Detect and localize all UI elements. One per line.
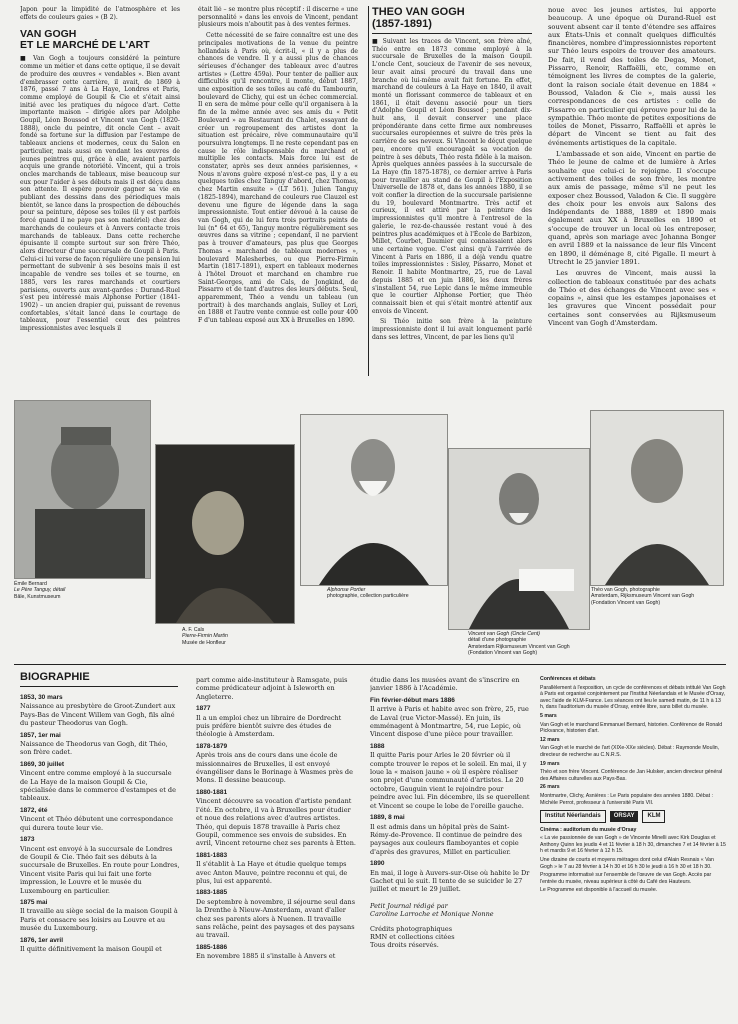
bio-date: 1881-1883 <box>196 851 228 859</box>
body-paragraph: noue avec les jeunes artistes, lui apporte beaucoup. À une époque où Durand-Ruel est souvent absent car il tente d'étendre ses affaires aux États-Unis et connaît quelques difficultés financières, nombre d'impressionnistes reportent sur Théo leurs espoirs de trouver des amateurs. De fait, il vend des toiles de Degas, Monet, Pissarro, Renoir, Raffaëlli, etc, comme en témoignent les livres de comptes de la galerie, dont la raison sociale était devenue en 1884 « Boussod, Valadon & Cie », mais aussi les correspondances de ces artistes : celle de Pissarro en particulier qui éprouve pour lui de la sympathie. Théo monte de petites expositions de toiles de Monet, Pissarro, Raffaëlli et après le départ de Vincent se tient au fait des événements artistiques de la capitale. <box>548 6 716 147</box>
bio-date: 1885-1886 <box>196 943 228 951</box>
cinema-text: « La vie passionnée de van Gogh » de Vincente Minelli avec Kirk Douglas et Anthony Quinn les jeudis 4 et 11 février à 18 h 30, dimanches 7 et 14 février à 15 h et mardis 9 et 16 février à 12 h 15. <box>540 835 726 855</box>
bio-entry: Vincent découvre sa vocation d'artiste pendant l'été. En octobre, il va à Bruxelles pour étudier et noue des relations avec d'autres artistes. Théo, qui depuis 1878 travaille à Paris chez Goupil, commence ses envois de subsides. En avril, Vincent retourne chez ses parents à Etten. <box>196 797 356 848</box>
bio-entry: Vincent est envoyé à la succursale de Londres de Goupil & Cie. Théo fait ses débuts à la succursale de Bruxelles. En route pour Londres, Vincent visite Paris qui lui fait une forte impression, le Louvre et le musée du Luxembourg en particulier. <box>20 844 180 895</box>
bio-date: 1877 <box>196 705 211 713</box>
bio-entry: Il quitte définitivement la maison Goupil et <box>20 944 162 953</box>
bio-heading-rule <box>20 686 178 687</box>
caption-portier: Alphonse Portier photographie, collection particulière <box>327 587 409 600</box>
bio-entry: En novembre 1885 il s'installe à Anvers et <box>196 952 336 961</box>
bio-date: 1890 <box>370 860 385 868</box>
bio-entry: Naissance de Theodorus van Gogh, dit Théo, son frère cadet. <box>20 740 168 757</box>
conference-date: 26 mars <box>540 784 560 791</box>
caption-martin: A. F. Cals Pierre-Firmin Martin Musée de Honfleur <box>182 627 228 646</box>
bio-date: Fin février-début mars 1886 <box>370 696 455 704</box>
bio-entry: De septembre à novembre, il séjourne seul dans la Drenthe à Nieuw-Amsterdam, avant d'aller chez ses parents alors à Nuenen. Il travaille sans relâche, peint des paysages et des paysans au travail. <box>196 897 356 940</box>
conferences-intro: Parallèlement à l'exposition, un cycle de conférences et débats intitulé Van Gogh à Paris est organisé conjointement par l'Institut Néerlandais et le Musée d'Orsay, avec l'aide de KLM-France. Les séances ont lieu le samedi matin, de 11 h à 13 h, dans l'auditorium du musée d'Orsay, entrée libre, sans billet du musée. <box>540 684 726 711</box>
body-paragraph: L'ambassade et son aide, Vincent en partie de Théo le jeune de calme et de lumière à Arles souhaite que celui-ci le rejoigne. Il s'occupe activement des toiles de son frère, les montre aux amis de passage, même s'il ne peut les exposer chez Boussod, Valadon & Cie. Il suggère des choix pour les envois aux Salons des Indépendants de 1888, 1889 et 1890 mais également aux XX à Bruxelles en 1890 et s'occupe de trouver un local où les entreposer, quand, après son mariage avec Johanna Bonger en avril 1889 et la naissance de leur fils Vincent en 1890, il déménage 8, cité Pigalle. Il meurt à Utrecht le 25 janvier 1891. <box>548 150 716 266</box>
bio-column-3 <box>370 676 530 1024</box>
column-divider <box>368 6 369 376</box>
cinema-text-2: Une dizaine de courts et moyens métrages dont celui d'Alain Resnais « Van Gogh » le 7 au 28 février à 14 h 30 et 16 h 30 le jeudi à 16 h 30 et 18 h 30. <box>540 857 714 870</box>
body-paragraph: ■ Van Gogh a toujours considéré la peinture comme un métier et dans cette optique, il se devait de produire des œuvres « vendables ». Bien avant d'embrasser cette carrière, il avait, de 1869 à 1876, passé 7 ans à La Haye, Londres et Paris, comme employé de Goupil & Cie et s'était ainsi initié avec les pratiques du négoce d'art. Cette importante maison – dirigée alors par Adolphe Goupil, Léon Boussod et Vincent van Gogh (1820-1888), oncle du peintre, dit oncle Cent – avait fondé sa fortune sur la diffusion par l'estampe de tableaux anciens et modernes, ceux du Salon en particulier, mais aussi en vendant les œuvres de jeunes peintres qui, grâce à elle, avaient parfois acquis une grande notoriété. Vincent, qui a trois oncles marchands de tableaux, mise beaucoup sur eux pour l'aider à ses débuts mais il est déçu dans son attente. Il espère pouvoir gagner sa vie en publiant des dessins dans des périodiques mais bientôt, se lance dans la prospection de débouchés pour sa peinture, dépose ses toiles (il y est parfois forcé quand il ne paye pas son matériel) chez des marchands de couleurs et à Anvers contacte trois marchands de tableaux. Dans cette recherche épuisante il compte surtout sur son frère Théo, alors directeur d'une succursale de Goupil à Paris. Celui-ci lui verse de façon régulière une pension lui permettant de subvenir à ses besoins mais il est incapable de vendre ses toiles et se tourne, en 1885, vers les rares marchands et courtiers parisiens, ouverts aux avant-gardes : Durand-Ruel s'est peu intéressé mais Alphonse Portier (1841-1902) – un ancien drapier qui, puissant de revenus confortables, s'était lancé dans le courtage de tableaux, pour l'essentiel ceux des peintres impressionnistes avec lesquels il <box>20 55 180 333</box>
bio-date: 1873 <box>20 836 35 844</box>
heading-rule <box>372 33 532 34</box>
bio-divider <box>14 664 726 665</box>
conferences-heading: Conférences et débats <box>540 676 596 682</box>
bio-entry: Il s'établit à La Haye et étudie quelque temps avec Anton Mauve, peintre reconnu et qui, de plus, lui est apparenté. <box>196 860 348 885</box>
conferences-column <box>540 676 726 1022</box>
caption-theo: Théo van Gogh, photographie Amsterdam, Rijksmuseum Vincent van Gogh (Fondation Vincent van Gogh) <box>591 587 695 606</box>
text-column-1 <box>20 6 180 386</box>
bio-date: 1853, 30 mars <box>20 694 63 701</box>
section-heading-market: VAN GOGH ET LE MARCHÉ DE L'ART <box>20 28 150 52</box>
conference-date: 12 mars <box>540 736 560 743</box>
conference-date: 5 mars <box>540 712 557 719</box>
bio-date: 1888 <box>370 742 385 750</box>
bio-date: 1889, 8 mai <box>370 814 405 822</box>
body-paragraph: Les œuvres de Vincent, mais aussi la collection de tableaux constituée par des achats de Théo et des échanges de Vincent avec ses « copains », ainsi que les estampes japonaises et les gravures que Vincent possédait pour certaines sont conservées au Rijksmuseum Vincent van Gogh d'Amsterdam. <box>548 269 716 327</box>
bio-entry: Vincent entre comme employé à la succursale de La Haye de la maison Goupil & Cie, spécialisée dans le commerce d'estampes et de tableaux. <box>20 769 176 803</box>
bio-entry: Vincent et Théo débutent une correspondance qui durera toute leur vie. <box>20 815 173 832</box>
bio-entry: Après trois ans de cours dans une école de missionnaires de Bruxelles, il est envoyé évangéliser dans le Borinage à Wasmes près de Mons. Il dessine beaucoup. <box>196 751 353 785</box>
photo-theo <box>590 410 724 586</box>
bio-entry: étudie dans les musées avant de s'inscrire en janvier 1886 à l'Académie. <box>370 676 520 693</box>
conference-item: Van Gogh et le marché de l'art (XIXe-XXe siècles). Débat : Raymonde Moulin, directeur de recherche au C.N.R.S. <box>540 745 720 758</box>
body-paragraph: était lié – se montre plus réceptif : il discerne « une personnalité » dans les envois de Vincent, pendant plusieurs mois n'aboutit pas à des ventes fermes. <box>198 6 358 29</box>
bio-column-2 <box>196 676 356 1024</box>
biography-heading: BIOGRAPHIE <box>20 671 90 683</box>
caption-tanguy: Émile Bernard Le Père Tanguy, détail Bâle, Kunstmuseum <box>14 581 66 600</box>
credits-editors: Petit Journal rédigé par Caroline Larroche et Monique Nonne <box>370 901 494 919</box>
logo-klm: KLM <box>642 810 665 823</box>
photo-oncle-cent <box>448 448 590 630</box>
conference-item: Van Gogh et le marchand Emmanuel Bernard, historien. Conférence de Ronald Pickvance, historien d'art. <box>540 721 723 735</box>
conference-item: Théo et son frère Vincent. Conférence de Jan Hulsker, ancien directeur général des Affaires culturelles aux Pays-Bas. <box>540 769 723 782</box>
caption-oncle-cent: Vincent van Gogh (Oncle Cent) détail d'une photographie Amsterdam Rijksmuseum Vincent van Gogh (Fondation Vincent van Gogh) <box>468 631 570 656</box>
bio-date: 1857, 1er mai <box>20 731 61 739</box>
program-text-2: Le Programme est disponible à l'accueil du musée. <box>540 887 658 894</box>
lead-paragraph: Japon pour la limpidité de l'atmosphère et les effets de couleurs gaies » (B 2). <box>20 6 180 21</box>
bio-date: 1878-1879 <box>196 742 228 750</box>
bio-entry: part comme aide-instituteur à Ramsgate, puis comme prédicateur adjoint à Isleworth en Angleterre. <box>196 676 348 701</box>
conference-item: Montmartre, Clichy, Asnières : Le Paris populaire des années 1880. Débat : Michèle Perrot, professeur à l'université Paris VII. <box>540 792 713 806</box>
bio-entry: Il a un emploi chez un libraire de Dordrecht puis préfère bientôt suivre des études de théologie à Amsterdam. <box>196 713 342 739</box>
text-column-4 <box>548 6 716 386</box>
bio-date: 1880-1881 <box>196 788 228 796</box>
logo-orsay: ORSAY <box>610 811 639 822</box>
bio-date: 1875 mai <box>20 898 48 906</box>
conference-date: 19 mars <box>540 760 560 767</box>
bio-entry: Il quitte Paris pour Arles le 20 février où il compte trouver le repos et le soleil. En mai, il y loue la « maison jaune » où il espère réaliser son projet d'une communauté d'artistes. Le 20 octobre, Gauguin vient le rejoindre pour peindre avec lui. Fin décembre, ils se querellent et Vincent se coupe le lobe de l'oreille gauche. <box>370 751 530 810</box>
bio-date: 1872, été <box>20 806 48 814</box>
cinema-heading: Cinéma : auditorium du musée d'Orsay <box>540 826 637 833</box>
bio-entry: Naissance au presbytère de Groot-Zundert aux Pays-Bas de Vincent Willem van Gogh, fils aîné du pasteur Theodorus van Gogh. <box>20 702 176 728</box>
body-paragraph: Si Théo initie son frère à la peinture impressionniste dont il lui avait longuement parlé dans ses lettres, Vincent, de par les liens qu'il <box>372 318 532 341</box>
bio-entry: Il travaille au siège social de la maison Goupil à Paris et consacre ses loisirs au Louvre et au musée du Luxembourg. <box>20 907 178 933</box>
portrait-martin <box>155 444 295 624</box>
text-column-3 <box>372 6 532 386</box>
text-column-2 <box>198 6 358 386</box>
bio-date: 1869, 30 juillet <box>20 760 65 768</box>
bio-date: 1876, 1er avril <box>20 936 64 944</box>
bio-entry: Il est admis dans un hôpital près de Saint-Rémy-de-Provence. Il continue de peindre des paysages aux couleurs flamboyantes et copie d'après des gravures, Millet en particulier. <box>370 822 522 856</box>
sponsor-logos <box>540 810 726 823</box>
photo-portier <box>300 414 448 586</box>
bio-entry: Il arrive à Paris et habite avec son frère, 25, rue de Laval (rue Victor-Massé). En juin, ils emménagent à Montmartre, 54, rue Lepic, où Vincent dispose d'une pièce pour travailler. <box>370 705 529 739</box>
credits-photo: Crédits photographiques RMN et collections citées Tous droits réservés. <box>370 924 455 950</box>
bio-date: 1883-1885 <box>196 889 228 897</box>
program-text: Programme informatisé sur l'ensemble de l'œuvre de van Gogh. Accès par l'entrée du musée, niveau supérieur à côté du Café des Hauteurs. <box>540 872 712 885</box>
bio-column-1 <box>20 690 180 1024</box>
portrait-tanguy <box>14 400 151 579</box>
section-heading-theo: THEO VAN GOGH (1857-1891) <box>372 6 465 30</box>
body-paragraph: Cette nécessité de se faire connaître est une des principales motivations de la venue du peintre hollandais à Paris où, écrit-il, « il y a plus de chances de vendre. Il y a aussi plus de chances sérieuses d'échanger des tableaux avec d'autres artistes » (Lettre 459a). Pour tenter de pallier aux difficultés qu'il rencontre, il monte, début 1887, une exposition de ses toiles au café du Tambourin, boulevard de Clichy, qui est un échec commercial. Il en sera de même pour celle qu'il organisera à la fin de la même année avec ses amis du « Petit Boulevard » au Restaurant du Chalet, essayant de créer un regroupement des artistes dont la situation est précaire, rêve communautaire qu'il poursuivra longtemps. Il ne reste cependant pas en cause le rôle indispensable du marchand et multiplie les contacts. Mais force lui est de constater, après ses deux années parisiennes, « Nous n'avons guère exposé n'est-ce pas, il y a eu quelques toiles chez Tanguy d'abord, chez Thomas, chez Martin ensuite » (LT 561). Julien Tanguy (1825-1894), marchand de couleurs rue Clauzel est devenu une figure de légende dans la saga impressionniste. Tout entier dévoué à la cause de van Gogh, qui de lui fera trois portraits peints de lui (n° 64 et 65), Tanguy montre régulièrement ses œuvres dans sa vitrine ; cependant, il ne parvient pas à trouver d'amateurs, pas plus que Georges Thomas « marchand de tableaux modernes », boulevard Malesherbes, ou que Pierre-Firmin Martin (1817-1891), expert en tableaux modernes à l'hôtel Drouot et marchand en chambre rue Saint-Georges, ami de Cals, de Jongkind, de Pissarro et de tant d'autres des leurs débuts. Seul, apparemment, Théo a vendu un tableau (un portrait) à des marchands anglais, Sulley et Lori, en 1888 et l'autre vente connue est celle pour 400 F d'un tableau exposé aux XX à Bruxelles en 1890. <box>198 32 358 325</box>
logo-institut: Institut Néerlandais <box>540 810 606 823</box>
body-paragraph: ■ Suivant les traces de Vincent, son frère aîné, Théo entre en 1873 comme employé à la succursale de Bruxelles de la maison Goupil. L'oncle Cent, soucieux de l'avenir de ses neveux, leur avait ainsi procuré du travail dans une branche où lui-même avait fait fortune. En effet, marchand de couleurs à La Haye en 1840, il avait monté un florissant commerce de tableaux et en 1861, il était devenu associé pour un tiers d'Adolphe Goupil et Léon Boussod ; pendant dix-huit ans, il devait conserver une place prépondérante dans cette firme aux nombreuses succursales européennes et suivre de très près la carrière de ses neveux. Si Vincent le déçut quelque peu, encore qu'il encourageât sa vocation de peintre à ses débuts, Théo resta fidèle à la maison. Après quelques années passées à la succursale de La Haye (fin 1875-1878), ce dernier arrive à Paris pour travailler au stand de Goupil à l'Exposition Universelle de 1878 et, dans les années 1880, il se voit confier la direction de la succursale parisienne du 19, boulevard Montmartre. Très actif et curieux, il est attiré par la peinture des impressionnistes qu'il montre à l'entresol de la galerie, le rez-de-chaussée restant voué à des peintres plus académiques et à l'École de Barbizon, Millet, Courbet, Daumier qui connaissaient alors une certaine vogue. C'est ainsi qu'à l'arrivée de Vincent à Paris en 1886, il a déjà vendu quatre toiles impressionnistes : Sisley, Pissarro, Monet et Renoir. Il habite Montmartre, 25, rue de Laval depuis 1885 et en juin 1886, les deux frères s'installent 54, rue Lepic dans le même immeuble que le courtier Alphonse Portier, que Théo connaissait bien et qui s'était montré attentif aux envois de Vincent. <box>372 38 532 315</box>
bio-entry: En mai, il loge à Auvers-sur-Oise où habite le Dr Gachet qui le suit. Il tente de se suicider le 27 juillet et meurt le 29 juillet. <box>370 868 530 894</box>
